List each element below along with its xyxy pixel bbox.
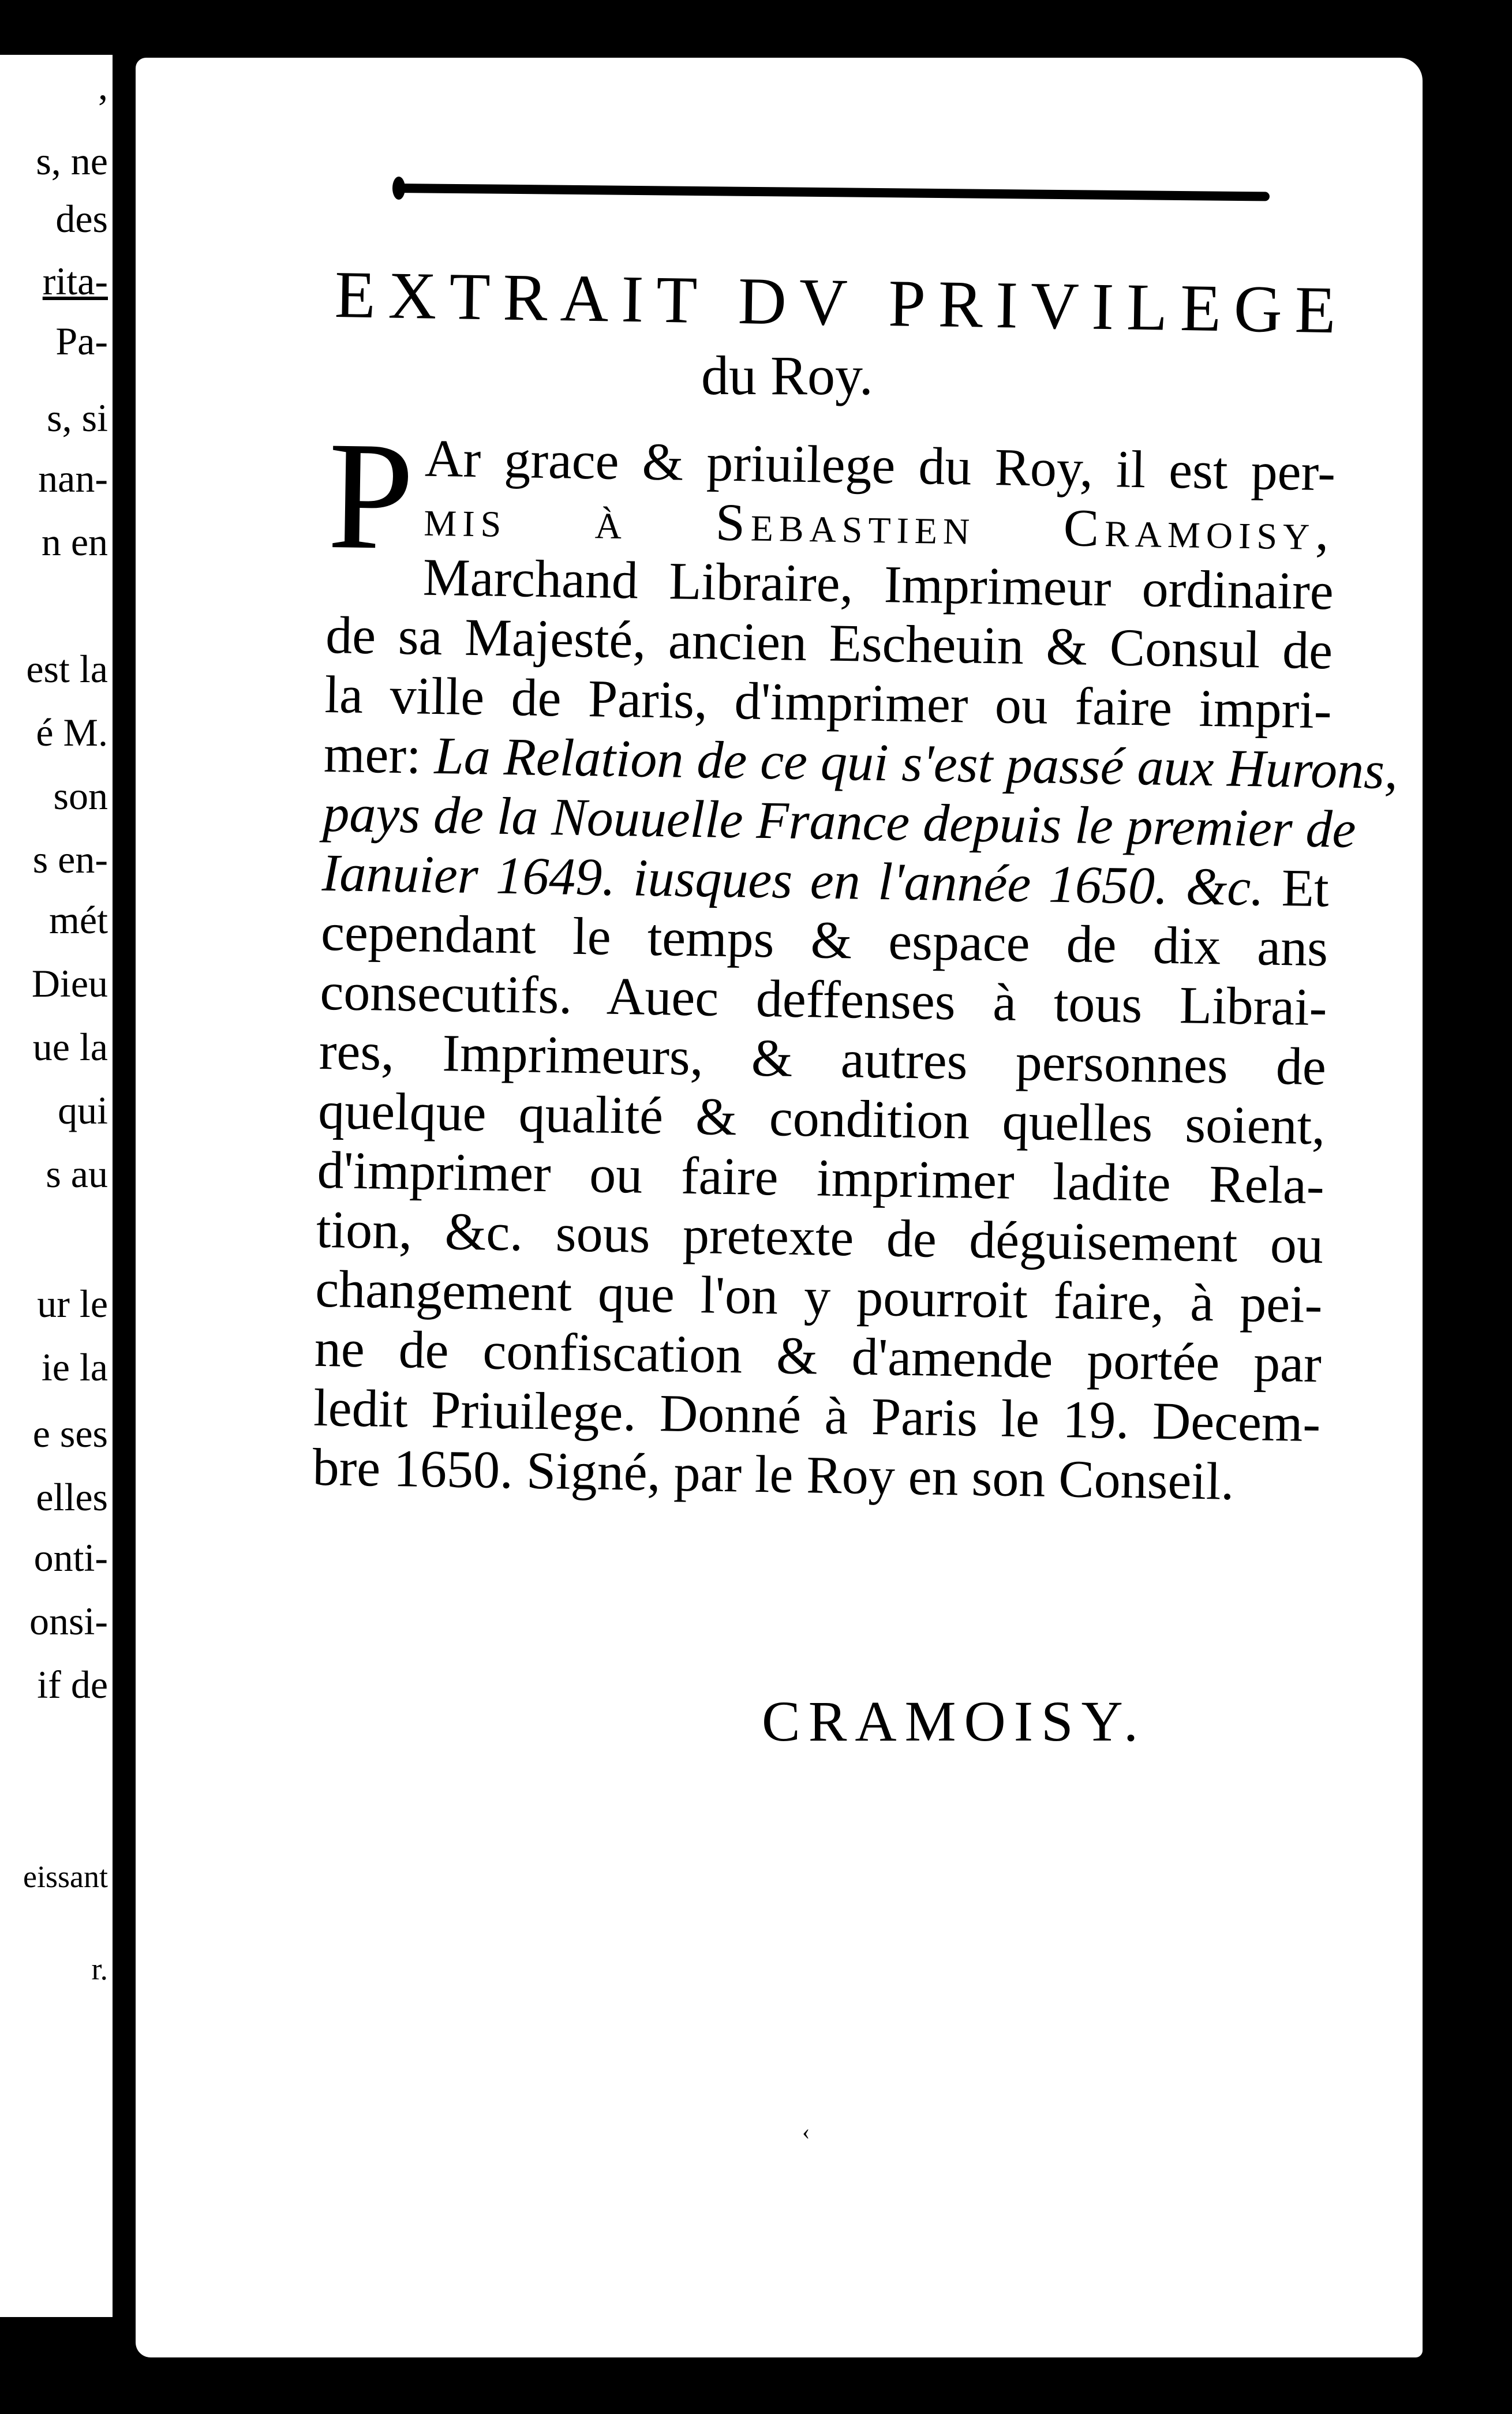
facing-page-line: rita-	[42, 259, 108, 303]
facing-page-line: s en-	[32, 837, 108, 881]
facing-page-line: ue la	[32, 1025, 108, 1069]
text-line: de sa Majesté, ancien Escheuin & Consul de	[325, 605, 1333, 680]
facing-page-line: n en	[41, 520, 108, 564]
book-page	[136, 58, 1423, 2357]
text-line: cependant le temps & espace de dix ans	[320, 902, 1328, 978]
text-line: Marchand Libraire, Imprimeur ordinaire	[422, 547, 1334, 621]
facing-page-line: eissant	[23, 1859, 108, 1894]
ink-speck: ‹	[802, 2119, 810, 2144]
facing-page-line: est la	[26, 647, 108, 691]
text-fragment: Et	[1263, 858, 1330, 918]
facing-page-line: nan-	[38, 456, 108, 500]
facing-page-line: Pa-	[55, 319, 108, 363]
facing-page-line: son	[53, 774, 108, 818]
facing-page-line: Dieu	[31, 961, 108, 1005]
facing-page-line: s, si	[47, 396, 108, 440]
facing-page-line: des	[55, 197, 108, 241]
text-line: ne de confiscation & d'amende portée par	[314, 1318, 1322, 1394]
text-line: consecutifs. Auec deffenses à tous Librai-	[319, 961, 1328, 1037]
text-fragment: mer:	[323, 724, 435, 785]
facing-page-line: s au	[46, 1152, 108, 1196]
facing-page-line: elles	[36, 1475, 108, 1519]
italic-title: La Relation de ce qui s'est passé aux Hurons,	[433, 725, 1398, 800]
facing-page-line: e ses	[32, 1412, 108, 1455]
text-line: quelque qualité & condition quelles soient,	[317, 1080, 1326, 1156]
facing-page-line: if de	[37, 1663, 108, 1706]
facing-page-line: ur le	[37, 1282, 108, 1326]
facing-page-line: ie la	[41, 1345, 108, 1389]
facing-page-line: onsi-	[29, 1599, 108, 1643]
text-line: res, Imprimeurs, & autres personnes de	[319, 1021, 1327, 1096]
facing-page-line: onti-	[33, 1536, 108, 1580]
text-line: bre 1650. Signé, par le Roy en son Conseil.	[312, 1437, 1235, 1511]
facing-page-fragment	[0, 55, 113, 2317]
text-line: d'imprimer ou faire imprimer ladite Rela-	[316, 1140, 1325, 1215]
page-subheading: du Roy.	[701, 345, 873, 406]
page-heading: EXTRAIT DV PRIVILEGE	[334, 258, 1349, 348]
text-line: tion, &c. sous pretexte de déguisement ou	[316, 1199, 1324, 1275]
drop-cap: P	[326, 409, 416, 582]
text-line: pays de la Nouuelle France depuis le premier de	[322, 783, 1357, 859]
facing-page-line: ,	[98, 64, 108, 108]
facing-page-line: r.	[91, 1952, 108, 1986]
text-line: ledit Priuilege. Donné à Paris le 19. Decem-	[313, 1378, 1321, 1453]
signature: CRAMOISY.	[762, 1689, 1146, 1753]
text-line: Ar grace & priuilege du Roy, il est per-	[424, 428, 1336, 502]
facing-page-line: mét	[49, 898, 108, 942]
text-line: mis à Sebastien Cramoisy,	[423, 488, 1335, 562]
ornament-rule	[398, 184, 1270, 201]
privilege-text	[312, 409, 1398, 1513]
italic-title: Ianuier 1649. iusques en l'année 1650. &c.	[321, 843, 1264, 917]
facing-page-line: é M.	[36, 710, 108, 754]
text-line: changement que l'on y pourroit faire, à pei-	[315, 1259, 1323, 1334]
text-line: la ville de Paris, d'imprimer ou faire impri-	[324, 664, 1333, 740]
facing-page-line: s, ne	[36, 139, 108, 183]
facing-page-line: qui	[58, 1088, 108, 1132]
